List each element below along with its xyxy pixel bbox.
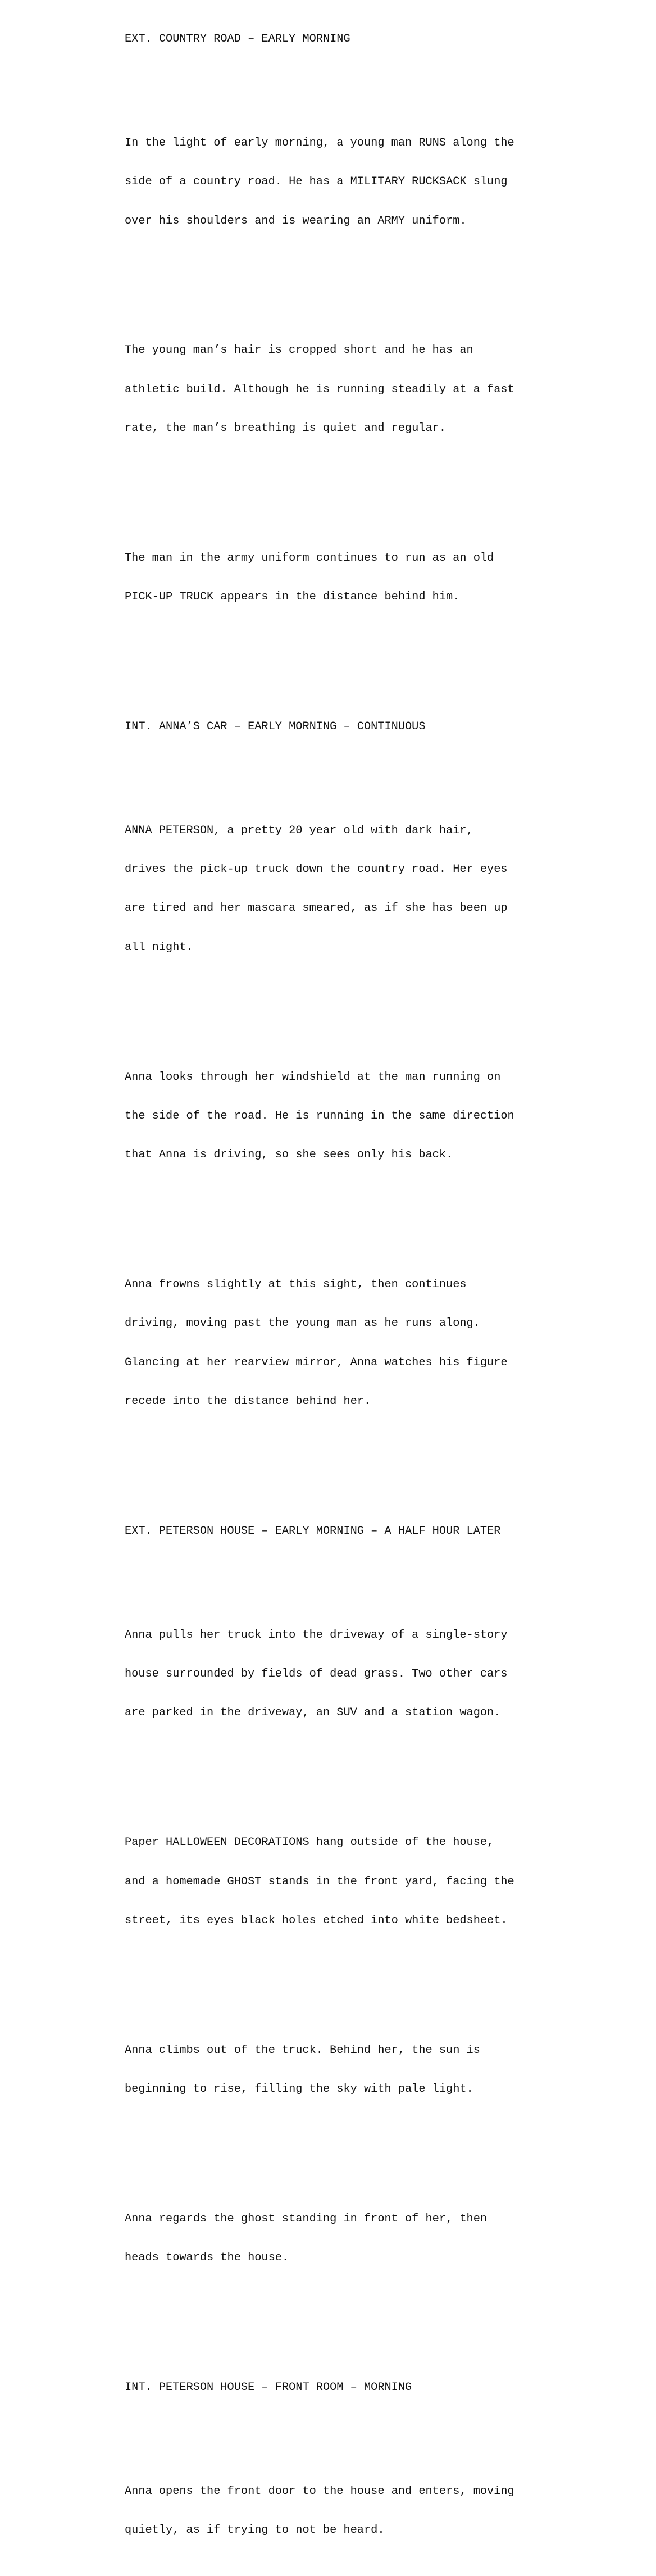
action-line: Anna frowns slightly at this sight, then continues <box>125 1278 467 1292</box>
action-line: street, its eyes black holes etched into white bedsheet. <box>125 1914 508 1927</box>
action-paragraph <box>125 1810 630 1953</box>
action-line: are tired and her mascara smeared, as if she has been up <box>125 902 508 915</box>
action-line: that Anna is driving, so she sees only his back. <box>125 1148 453 1162</box>
action-line: are parked in the driveway, an SUV and a station wagon. <box>125 1706 501 1720</box>
action-line: athletic build. Although he is running steadily at a fast <box>125 383 514 396</box>
scene-heading-country-road: EXT. COUNTRY ROAD – EARLY MORNING <box>125 33 350 46</box>
action-line: Anna looks through her windshield at the man running on <box>125 1070 501 1084</box>
action-line: In the light of early morning, a young man RUNS along the <box>125 136 514 149</box>
action-paragraph <box>125 798 630 980</box>
action-line: the side of the road. He is running in the same direction <box>125 1109 514 1123</box>
action-line: Anna pulls her truck into the driveway of a single-story <box>125 1628 508 1642</box>
action-line: heads towards the house. <box>125 2251 289 2265</box>
action-paragraph <box>125 2018 630 2122</box>
action-paragraph <box>125 1603 630 1746</box>
screenplay-page <box>125 7 630 2576</box>
action-paragraph <box>125 111 630 253</box>
action-line: drives the pick-up truck down the country road. Her eyes <box>125 863 508 876</box>
action-line: Anna opens the front door to the house and enters, moving <box>125 2484 514 2498</box>
action-line: The young man’s hair is cropped short and he has an <box>125 344 473 357</box>
action-paragraph <box>125 2459 630 2563</box>
action-line: Anna climbs out of the truck. Behind her, the sun is <box>125 2043 480 2057</box>
action-line: The man in the army uniform continues to run as an old <box>125 551 494 565</box>
action-line: and a homemade GHOST stands in the front yard, facing the <box>125 1875 514 1888</box>
action-line: Paper HALLOWEEN DECORATIONS hang outside of the house, <box>125 1836 494 1850</box>
action-paragraph <box>125 1045 630 1188</box>
action-line: PICK-UP TRUCK appears in the distance behind him. <box>125 590 460 604</box>
action-paragraph <box>125 1252 630 1434</box>
action-line: beginning to rise, filling the sky with pale light. <box>125 2083 473 2096</box>
action-line: side of a country road. He has a MILITARY RUCKSACK slung <box>125 175 508 189</box>
action-paragraph <box>125 526 630 630</box>
scene-heading-annas-car: INT. ANNA’S CAR – EARLY MORNING – CONTINUOUS <box>125 720 426 734</box>
action-line: driving, moving past the young man as he runs along. <box>125 1317 480 1330</box>
scene-heading-peterson-front-room: INT. PETERSON HOUSE – FRONT ROOM – MORNING <box>125 2381 412 2395</box>
action-line: over his shoulders and is wearing an ARMY uniform. <box>125 214 467 228</box>
action-paragraph <box>125 2187 630 2291</box>
action-line: ANNA PETERSON, a pretty 20 year old with dark hair, <box>125 824 473 837</box>
action-line: rate, the man’s breathing is quiet and regular. <box>125 422 447 435</box>
action-line: Anna regards the ghost standing in front of her, then <box>125 2212 488 2225</box>
action-line: house surrounded by fields of dead grass. Two other cars <box>125 1668 508 1680</box>
action-paragraph <box>125 318 630 461</box>
action-line: recede into the distance behind her. <box>125 1395 371 1409</box>
action-line: Glancing at her rearview mirror, Anna watches his figure <box>125 1356 508 1369</box>
scene-heading-peterson-house-ext: EXT. PETERSON HOUSE – EARLY MORNING – A HALF HOUR LATER <box>125 1524 501 1538</box>
action-line: quietly, as if trying to not be heard. <box>125 2524 385 2537</box>
action-line: all night. <box>125 941 193 954</box>
